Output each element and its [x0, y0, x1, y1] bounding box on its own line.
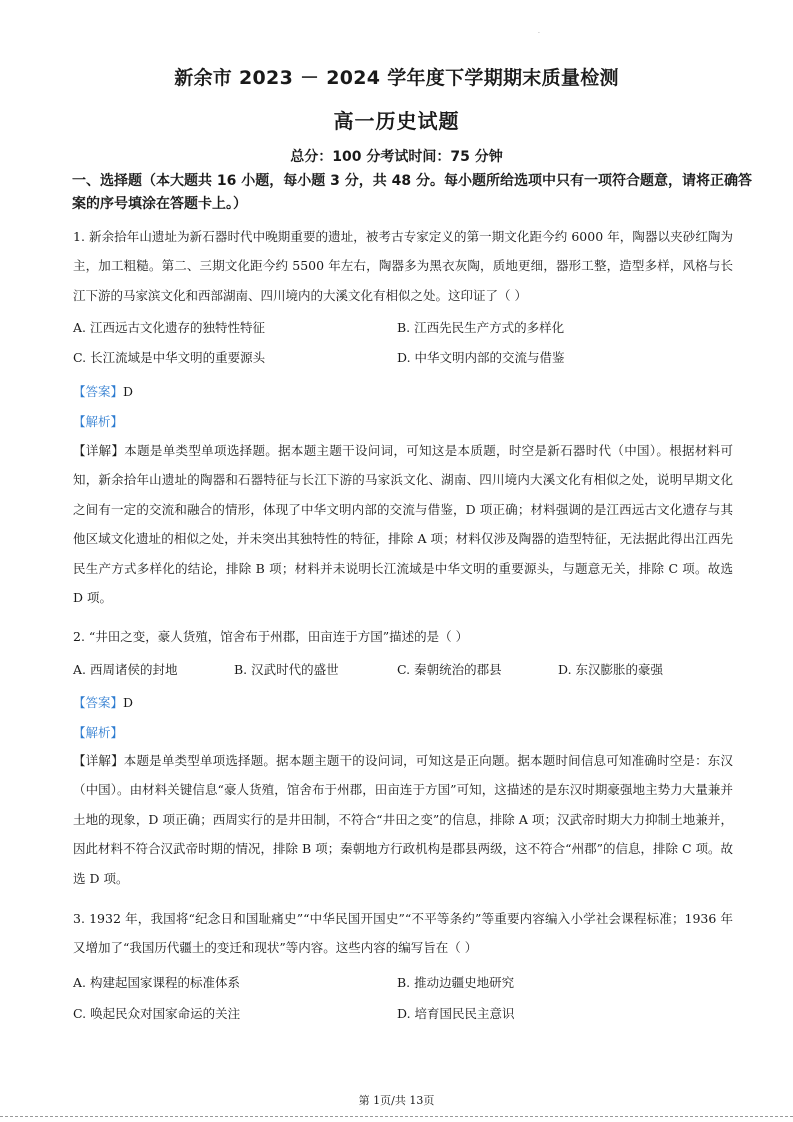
q1-option-a: A. 江西远古文化遗存的独特性特征 — [73, 320, 265, 335]
scan-dot: · — [538, 30, 540, 37]
answer-label: 【答案】 — [73, 695, 124, 710]
q1-option-c: C. 长江流域是中华文明的重要源头 — [73, 350, 266, 365]
analysis-label: 【解析】 — [73, 414, 124, 429]
answer-value: D — [123, 695, 134, 710]
q2-option-b: B. 汉武时代的盛世 — [234, 662, 339, 677]
q3-option-a: A. 构建起国家课程的标准体系 — [73, 975, 240, 990]
q3-option-d: D. 培育国民民主意识 — [397, 1006, 515, 1021]
q3-option-b: B. 推动边疆史地研究 — [397, 975, 515, 990]
q2-detail: 【详解】本题是单类型单项选择题。据本题主题干的设问词，可知这是正向题。据本题时间信息可知准确时空是：东汉（中国）。由材料关键信息“豪人货殖，馆舍布于州郡，田亩连于方国”可知，这描述的是东汉时期豪强地主势力大量兼并土地的现象，D 项正确；西周实行的是井田制，不符合“井田之变”的信息，排除 A 项；汉武帝时期大力抑制土地兼并，因此材料不符合汉武帝时期的情况，排除 B 项；秦朝地方行政机构是郡县两级，这不符合“州郡”的信息，排除 C 项。故选 D 项。 — [73, 753, 733, 886]
q1-detail: 【详解】本题是单类型单项选择题。据本题主题干设问词，可知这是本质题，时空是新石器时代（中国）。根据材料可知，新余拾年山遗址的陶器和石器特征与长江下游的马家浜文化、湖南、四川境内大溪文化有相似之处，说明早期文化之间有一定的交流和融合的情形，体现了中华文明内部的交流与借鉴，D 项正确；材料强调的是江西远古文化遗存与其他区域文化遗址的相似之处，并未突出其独特性的特征，排除 A 项；材料仅涉及陶器的造型特征，无法据此得出江西先民生产方式多样化的结论，排除 B 项；材料并未说明长江流域是中华文明的重要源头，与题意无关，排除 C 项。故选 D 项。 — [73, 443, 733, 606]
question-3-stem: 3. 1932 年，我国将“纪念日和国耻痛史”“中华民国开国史”“不平等条约”等重要内容编入小学社会课程标准；1936 年又增加了“我国历代疆土的变迁和现状”等内容。这些内容的编写旨在（ ） — [73, 911, 733, 956]
q3-option-c: C. 唤起民众对国家命运的关注 — [73, 1006, 241, 1021]
section-heading: 一、选择题（本大题共 16 小题，每小题 3 分，共 48 分。每小题所给选项中只有一项符合题意，请将正确答案的序号填涂在答题卡上。） — [72, 173, 752, 212]
q1-option-b: B. 江西先民生产方式的多样化 — [397, 320, 565, 335]
exam-meta: 总分：100 分考试时间：75 分钟 — [290, 149, 503, 165]
q2-option-a: A. 西周诸侯的封地 — [73, 662, 178, 677]
question-1-stem: 1. 新余拾年山遗址为新石器时代中晚期重要的遗址，被考古专家定义的第一期文化距今约 6000 年，陶器以夹砂红陶为主，加工粗糙。第二、三期文化距今约 5500 年左右，陶器多为黑衣灰陶，质地更细，器形工整，造型多样，风格与长江下游的马家滨文化和西部湖南、四川境内的大溪文化有相似之处。这印证了（ ） — [73, 229, 733, 303]
q1-analysis — [73, 412, 123, 430]
q2-option-c: C. 秦朝统治的郡县 — [397, 662, 502, 677]
page-footer: 第 1页/共 13页 — [358, 1094, 435, 1107]
footer-divider — [0, 1116, 793, 1117]
q2-answer — [73, 693, 133, 711]
q1-option-d: D. 中华文明内部的交流与借鉴 — [397, 350, 565, 365]
answer-label: 【答案】 — [73, 384, 124, 399]
exam-subtitle: 高一历史试题 — [333, 109, 460, 133]
question-2-stem: 2. “井田之变，豪人货殖，馆舍布于州郡，田亩连于方国”描述的是（ ） — [73, 629, 469, 644]
q2-option-d: D. 东汉膨胀的豪强 — [558, 662, 664, 677]
analysis-label: 【解析】 — [73, 725, 124, 740]
answer-value: D — [123, 384, 134, 399]
q2-analysis — [73, 723, 123, 741]
q1-answer — [73, 382, 133, 400]
exam-title: 新余市 2023 － 2024 学年度下学期期末质量检测 — [174, 67, 619, 89]
